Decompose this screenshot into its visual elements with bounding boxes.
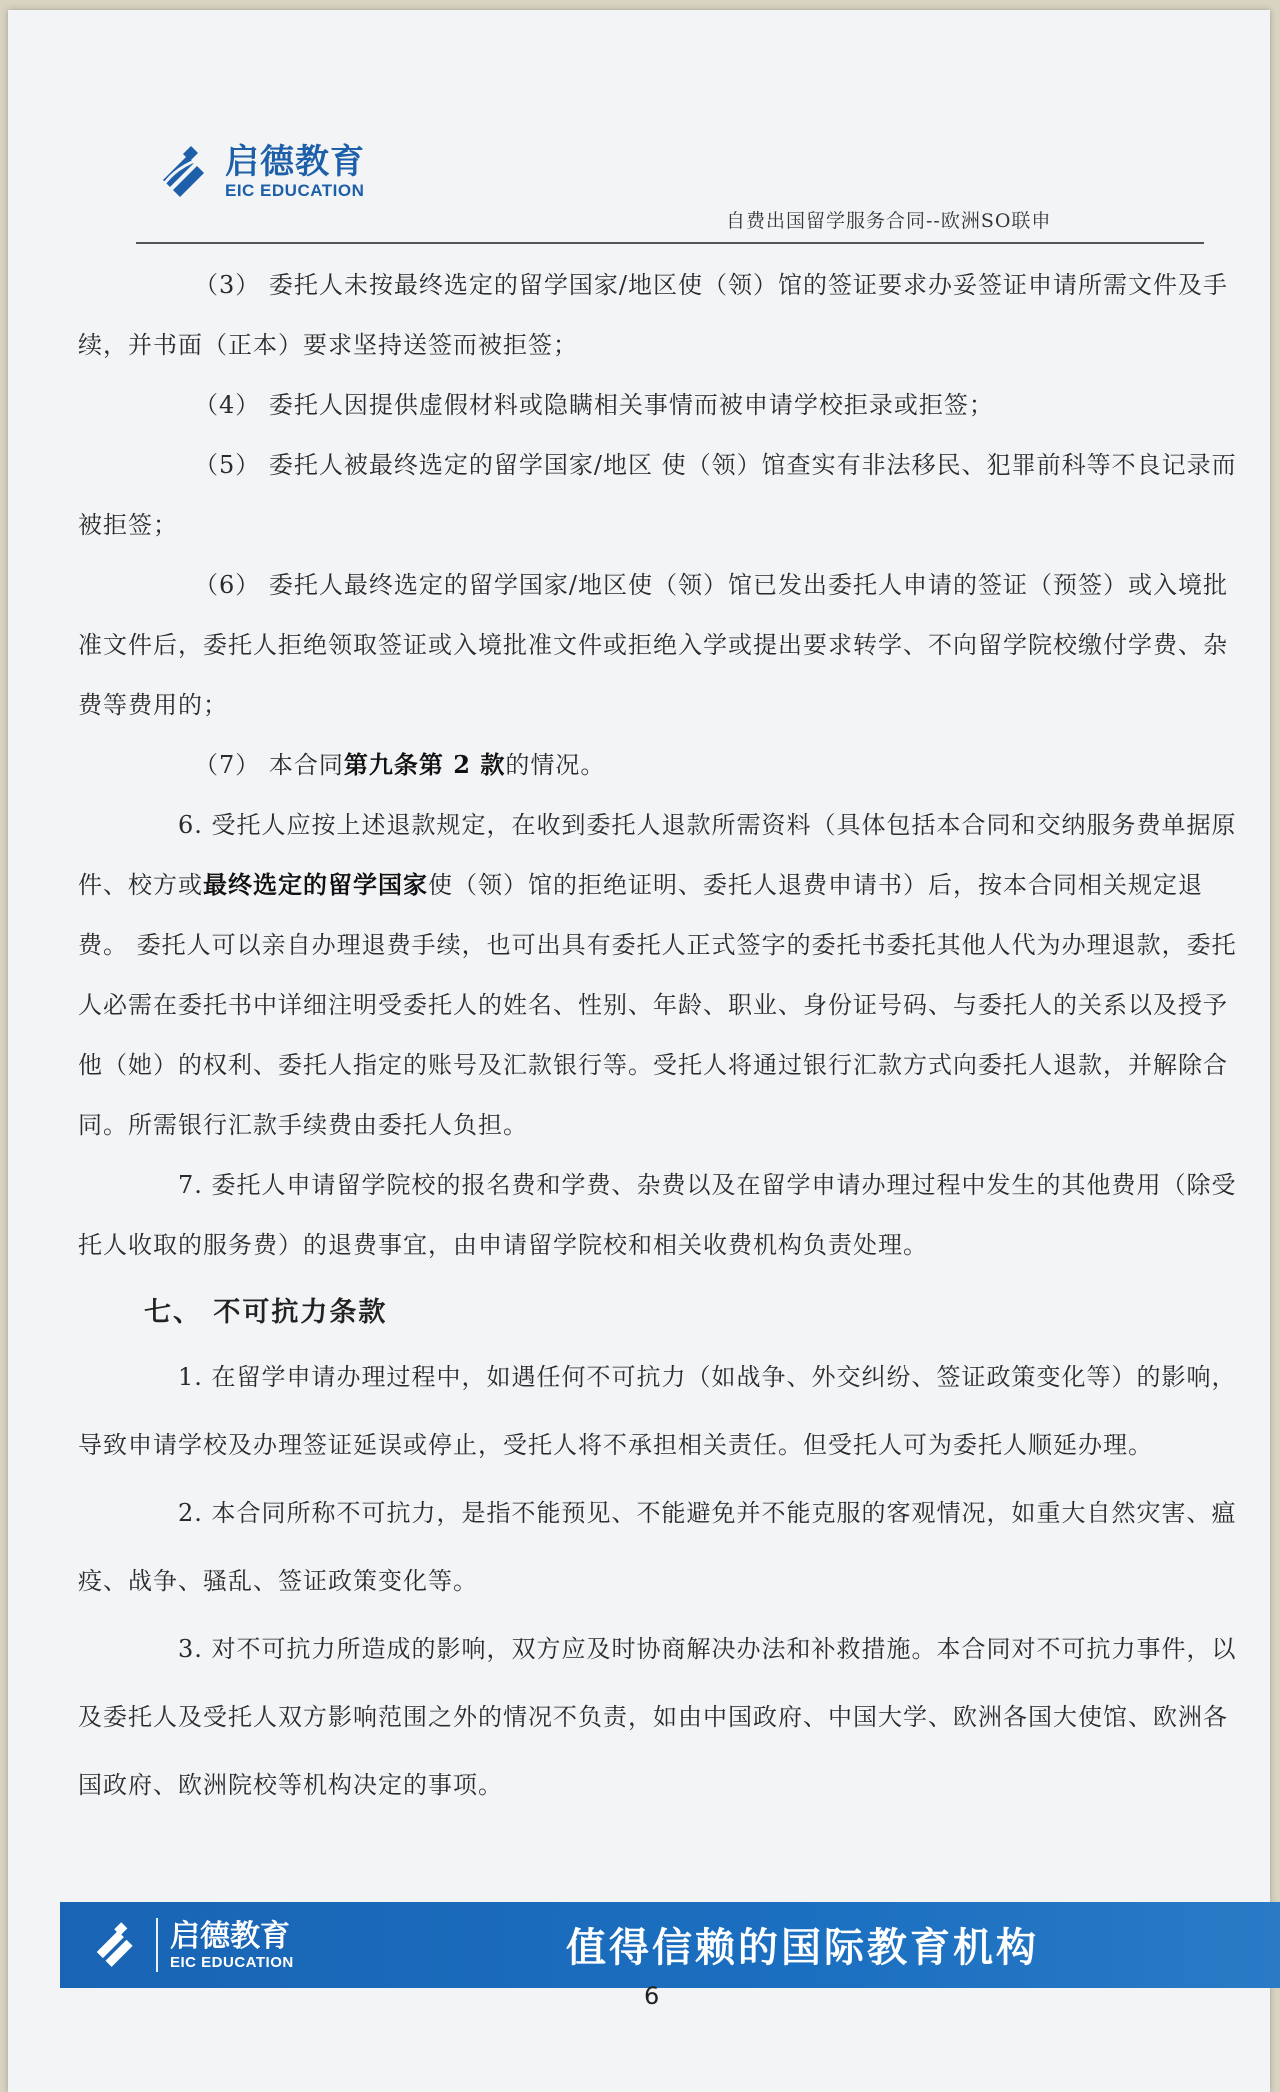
clause-6: （6） 委托人最终选定的留学国家/地区使（领）馆已发出委托人申请的签证（预签）或入境批准文件后，委托人拒绝领取签证或入境批准文件或拒绝入学或提出要求转学、不向留学院校缴付学费、杂费等费用的； — [78, 571, 1228, 719]
document-page — [8, 10, 1270, 2092]
force-majeure-2: 2. 本合同所称不可抗力，是指不能预见、不能避免并不能克服的客观情况，如重大自然灾害、瘟疫、战争、骚乱、签证政策变化等。 — [78, 1499, 1237, 1595]
footer-divider — [156, 1918, 158, 1972]
clause-7 — [78, 735, 1248, 795]
force-majeure-3: 3. 对不可抗力所造成的影响，双方应及时协商解决办法和补救措施。本合同对不可抗力事件，以及委托人及受托人双方影响范围之外的情况不负责，如由中国政府、中国大学、欧洲各国大使馆、欧洲各国政府、欧洲院校等机构决定的事项。 — [78, 1635, 1237, 1799]
clause-7-text: （7） 本合同 — [194, 751, 344, 779]
eic-logo-icon — [88, 1917, 144, 1973]
clause-3: （3） 委托人未按最终选定的留学国家/地区使（领）馆的签证要求办妥签证申请所需文件及手续，并书面（正本）要求坚持送签而被拒签； — [78, 271, 1228, 359]
item-7: 7. 委托人申请留学院校的报名费和学费、杂费以及在留学申请办理过程中发生的其他费用（除受托人收取的服务费）的退费事宜，由申请留学院校和相关收费机构负责处理。 — [78, 1171, 1237, 1259]
clause-5: （5） 委托人被最终选定的留学国家/地区 使（领）馆查实有非法移民、犯罪前科等不良记录而被拒签； — [78, 451, 1237, 539]
footer-slogan: 值得信赖的国际教育机构 — [566, 1925, 1039, 1971]
header-divider — [136, 242, 1204, 244]
footer-banner — [60, 1902, 1280, 1988]
footer-logo — [88, 1917, 294, 1973]
clause-4: （4） 委托人因提供虚假材料或隐瞒相关事情而被申请学校拒录或拒签； — [194, 391, 994, 419]
brand-name-en: EIC EDUCATION — [225, 181, 365, 200]
force-majeure-1: 1. 在留学申请办理过程中，如遇任何不可抗力（如战争、外交纠纷、签证政策变化等）的影响，导致申请学校及办理签证延误或停止，受托人将不承担相关责任。但受托人可为委托人顺延办理。 — [78, 1363, 1237, 1459]
clause-7-tail: 的情况。 — [505, 751, 606, 779]
contract-body — [78, 255, 1248, 1819]
header-logo — [153, 140, 365, 204]
footer-brand-en: EIC EDUCATION — [170, 1953, 294, 1971]
section-title: 七、 不可抗力条款 — [144, 1297, 388, 1328]
eic-logo-icon — [153, 140, 217, 204]
item-6-text: 6. 受托人应按上述退款规定，在收到委托人退款所需资料（具体包括本合同和交纳服务费单据原件、校方或 — [78, 811, 1237, 899]
item-6 — [78, 795, 1248, 1155]
brand-name-cn: 启德教育 — [225, 142, 365, 182]
clause-7-reference: 第九条第 2 款 — [343, 750, 506, 779]
footer-brand-cn: 启德教育 — [170, 1918, 290, 1954]
document-title: 自费出国留学服务合同--欧洲SO联申 — [726, 210, 1052, 232]
item-6-bold: 最终选定的留学国家 — [203, 870, 428, 899]
page-number: 6 — [644, 1982, 660, 2010]
item-6-tail: 使（领）馆的拒绝证明、委托人退费申请书）后，按本合同相关规定退费。 委托人可以亲自办理退费手续，也可出具有委托人正式签字的委托书委托其他人代为办理退款，委托人必需在委托书中详细注明受委托人的姓名、性别、年龄、职业、身份证号码、与委托人的关系以及授予他（她）的权利、委托人指定的账号及汇款银行等。受托人将通过银行汇款方式向委托人退款，并解除合同。所需银行汇款手续费由委托人负担。 — [78, 871, 1237, 1139]
